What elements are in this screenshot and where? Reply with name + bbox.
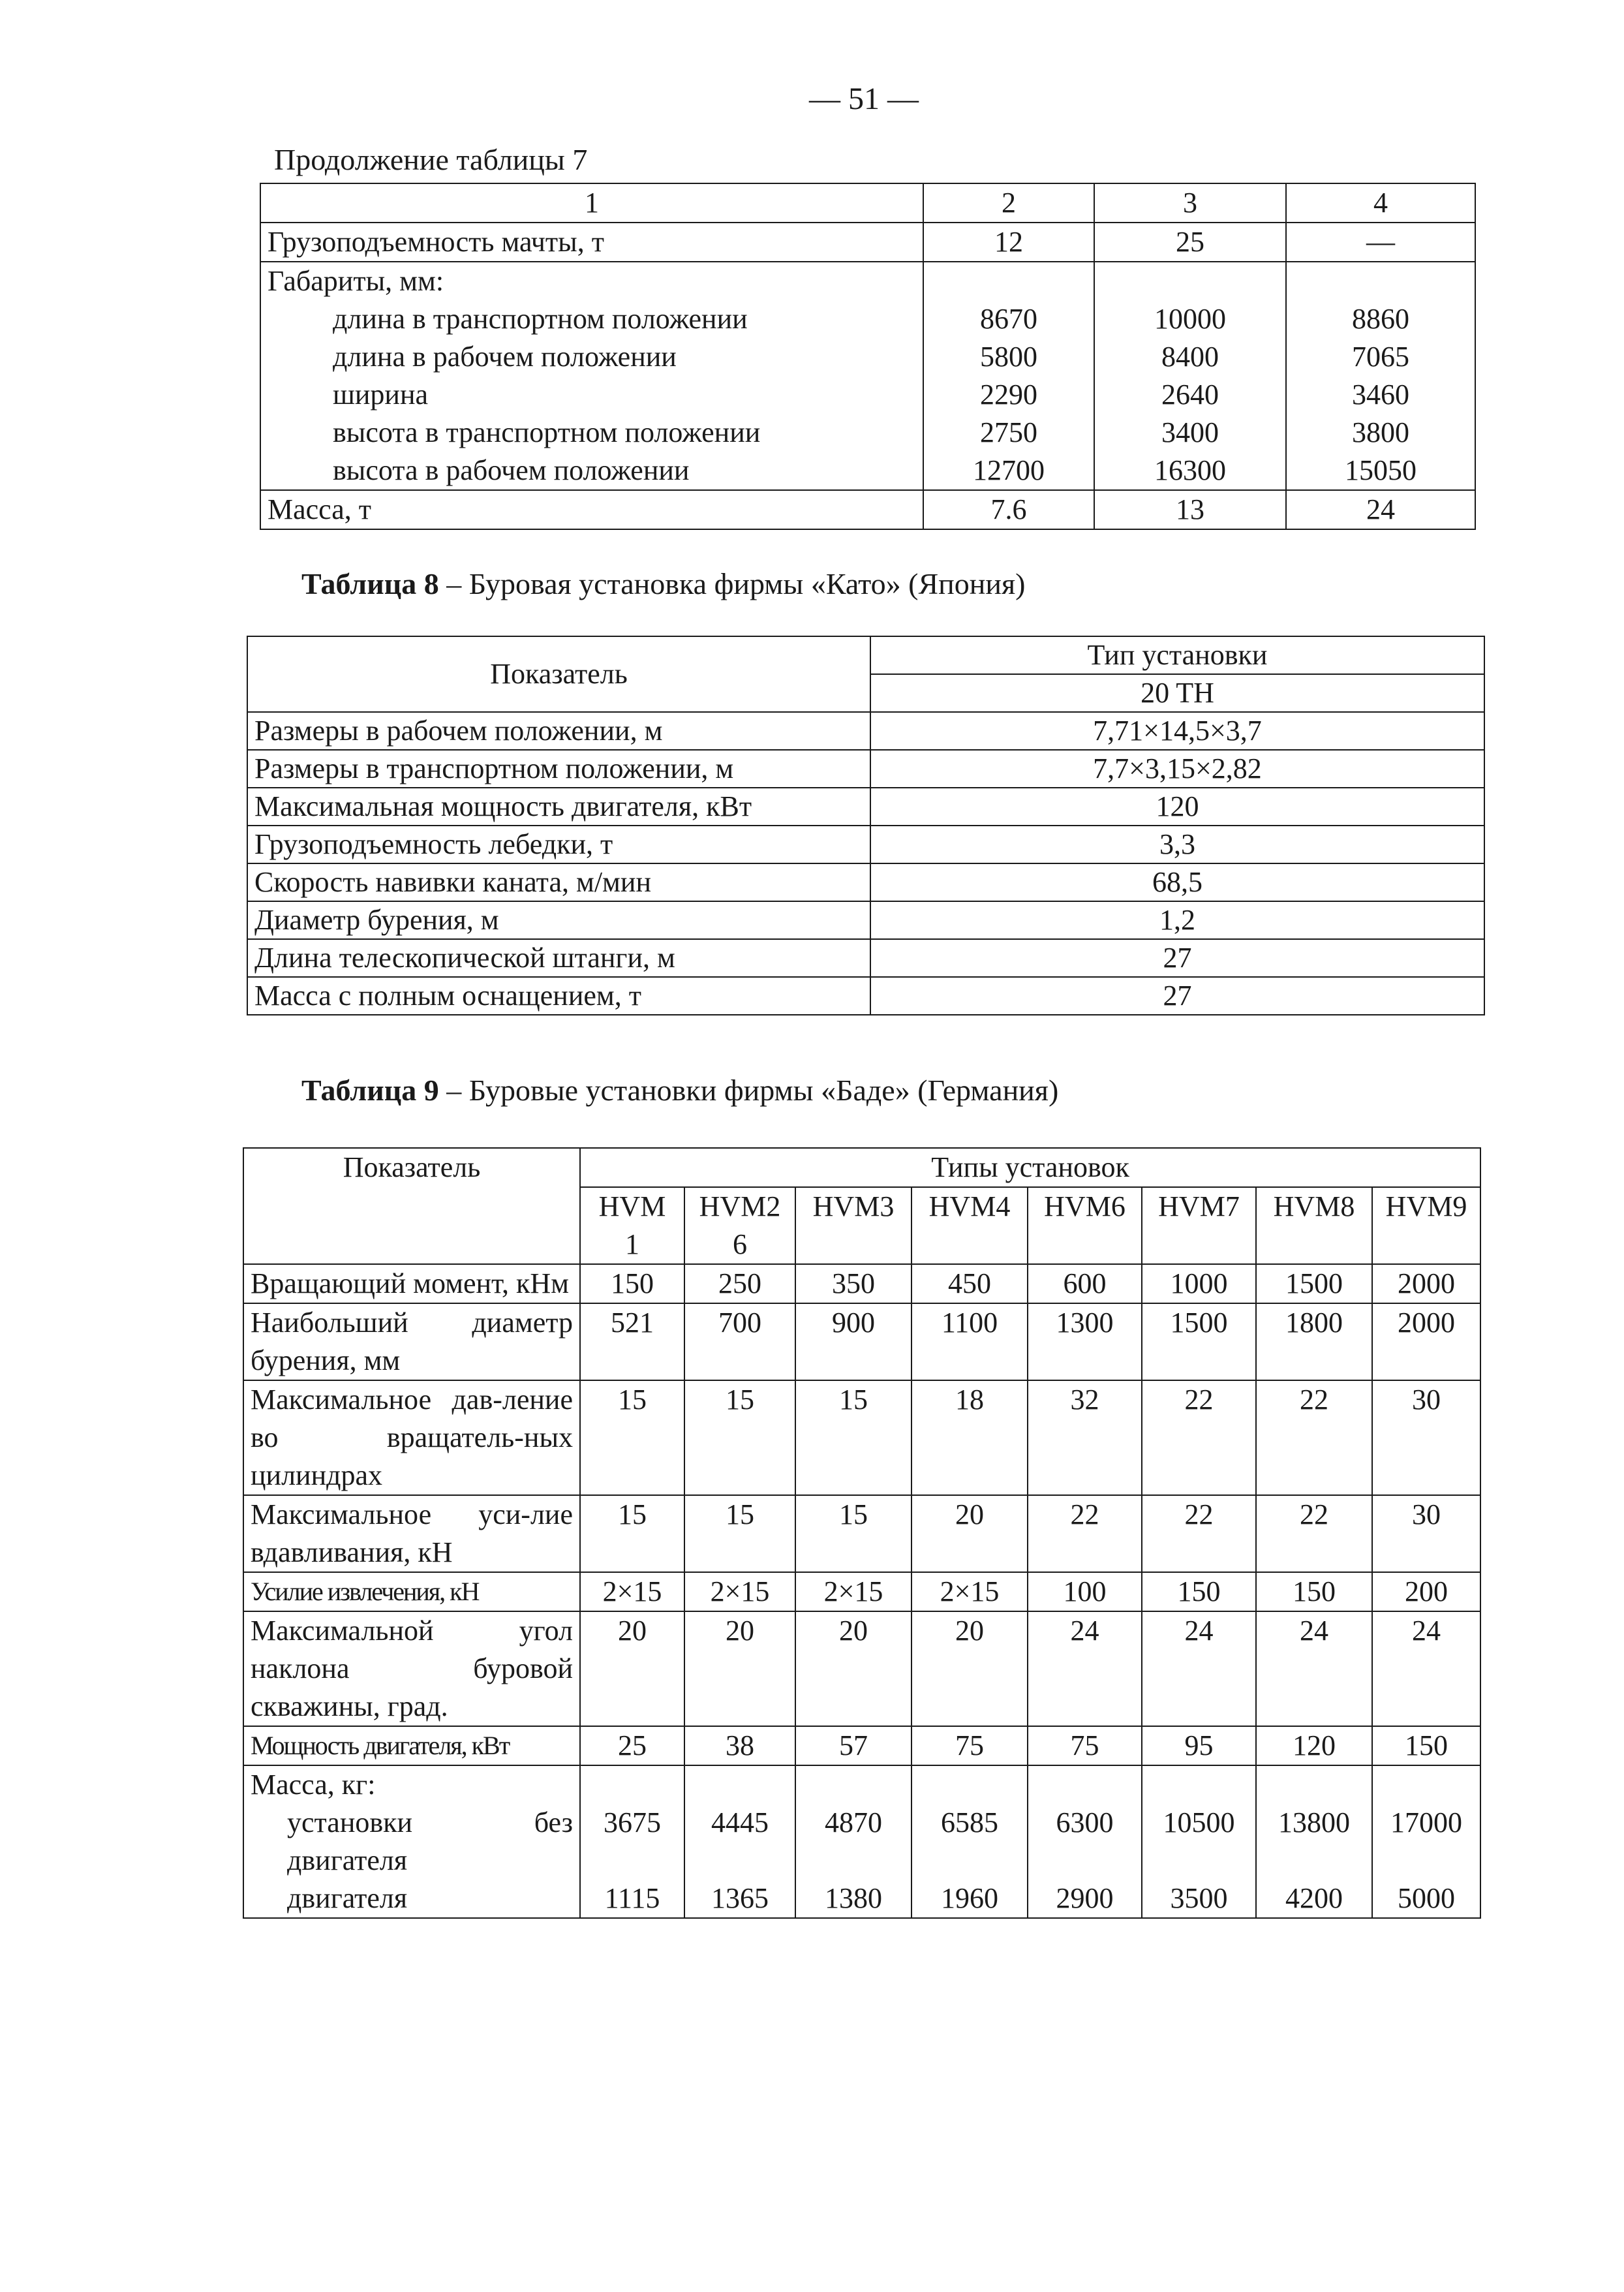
table9-cell: 20 (912, 1611, 1028, 1726)
table9-cell: 1100 (912, 1303, 1028, 1380)
table7-cell: 2750 (980, 416, 1037, 448)
table9-mass-sub2: двигателя (287, 1882, 408, 1914)
table9-cell: 350 (795, 1264, 912, 1303)
table9-mass-col: 10500 3500 (1142, 1765, 1256, 1918)
table7-cell: 10000 (1154, 303, 1226, 335)
table8-row-label: Диаметр бурения, м (247, 901, 870, 939)
table8-header-row (247, 636, 1484, 674)
table9-mass-col: 17000 5000 (1372, 1765, 1480, 1918)
table9-cell: 2×15 (912, 1572, 1028, 1611)
table9-row-label: Вращающий момент, кНм (243, 1264, 580, 1303)
table9-cell: 150 (1142, 1572, 1256, 1611)
table9-model: HVM9 (1372, 1187, 1480, 1264)
table7-row (260, 490, 1475, 529)
table-row (247, 863, 1484, 901)
table9-model: HVM 1 (580, 1187, 684, 1264)
table9-cell: 22 (1142, 1495, 1256, 1572)
table9-row-label: Максимальной угол наклона буровой скважины, град. (243, 1611, 580, 1726)
table-row (243, 1611, 1480, 1726)
table9-mass-sub1: установки без двигателя (287, 1806, 573, 1876)
table9-cell: 22 (1256, 1380, 1372, 1495)
table9-cell: 900 (795, 1303, 912, 1380)
table9-mass-col: 6585 1960 (912, 1765, 1028, 1918)
table8-cell: 7,7×3,15×2,82 (870, 750, 1484, 788)
table8-col-type: Тип установки (870, 636, 1484, 674)
table9-cell: 75 (912, 1726, 1028, 1765)
table9-cell: 1300 (1028, 1303, 1142, 1380)
table9-cell: 20 (795, 1611, 912, 1726)
table7-dim-label: высота в транспортном положении (333, 416, 761, 448)
table7-cell: 8670 (980, 303, 1037, 335)
table9-cell: 20 (684, 1611, 795, 1726)
table7-caption: Продолжение таблицы 7 (274, 143, 588, 176)
table-row (243, 1572, 1480, 1611)
table8-cell: 27 (870, 977, 1484, 1015)
table7-cell: 3400 (1161, 416, 1219, 448)
table9-cell: 2×15 (684, 1572, 795, 1611)
table9-cell: 18 (912, 1380, 1028, 1495)
table-row (243, 1726, 1480, 1765)
table7-cell: 8860 (1352, 303, 1409, 335)
table7-dim-label: высота в рабочем положении (333, 454, 690, 486)
table9-cell: 1000 (1142, 1264, 1256, 1303)
table9-cell: 24 (1256, 1611, 1372, 1726)
table7-cell: 5800 (980, 341, 1037, 373)
table9-cell: 2000 (1372, 1264, 1480, 1303)
table9-cell: 20 (912, 1495, 1028, 1572)
table7-dim-label: длина в рабочем положении (333, 341, 677, 373)
table9-cell: 1500 (1256, 1264, 1372, 1303)
table9-model: HVM2 6 (684, 1187, 795, 1264)
table7-cell: 12 (923, 223, 1094, 262)
table9-cell: 15 (795, 1380, 912, 1495)
table7-dims-cell (260, 262, 923, 490)
table-row (243, 1495, 1480, 1572)
table8-model: 20 TH (870, 674, 1484, 712)
table9-cell: 15 (795, 1495, 912, 1572)
table9 (243, 1147, 1481, 1919)
table8-row-label: Максимальная мощность двигателя, кВт (247, 788, 870, 826)
table9-col-types: Типы установок (580, 1148, 1480, 1187)
table-row (247, 939, 1484, 977)
table-row (243, 1380, 1480, 1495)
table7-row (260, 223, 1475, 262)
table9-cell: 15 (684, 1380, 795, 1495)
table-row (243, 1765, 1480, 1918)
table7-cell: 3460 (1352, 379, 1409, 410)
table8-cell: 68,5 (870, 863, 1484, 901)
table7-cell: — (1286, 223, 1475, 262)
table9-mass-label-cell (243, 1765, 580, 1918)
table9-row-label: Мощность двигателя, кВт (243, 1726, 580, 1765)
table7-header-cell: 3 (1094, 183, 1286, 223)
table7-cell: 13 (1094, 490, 1286, 529)
table7-cell: 12700 (973, 454, 1045, 486)
table7-cell: 25 (1094, 223, 1286, 262)
table7-cell: 8400 (1161, 341, 1219, 373)
table7-cell: 16300 (1154, 454, 1226, 486)
table9-cell: 24 (1142, 1611, 1256, 1726)
table9-cell: 2000 (1372, 1303, 1480, 1380)
table8-cell: 7,71×14,5×3,7 (870, 712, 1484, 750)
table8-caption (301, 569, 1025, 599)
table7-cell: 3800 (1352, 416, 1409, 448)
table9-cell: 120 (1256, 1726, 1372, 1765)
table9-cell: 24 (1028, 1611, 1142, 1726)
table9-model: HVM8 (1256, 1187, 1372, 1264)
table-row (243, 1303, 1480, 1380)
table7-row (260, 262, 1475, 490)
table7 (260, 183, 1476, 530)
table9-cell: 30 (1372, 1495, 1480, 1572)
table7-header-cell: 1 (260, 183, 923, 223)
table9-cell: 32 (1028, 1380, 1142, 1495)
table9-cell: 200 (1372, 1572, 1480, 1611)
table-row (247, 788, 1484, 826)
table8-cell: 1,2 (870, 901, 1484, 939)
table9-mass-label: Масса, кг: (251, 1769, 376, 1801)
table8 (247, 636, 1485, 1015)
table7-cell: 24 (1286, 490, 1475, 529)
table9-cell: 521 (580, 1303, 684, 1380)
table9-model: HVM4 (912, 1187, 1028, 1264)
table9-row-label: Наибольший диаметр бурения, мм (243, 1303, 580, 1380)
table8-row-label: Грузоподъемность лебедки, т (247, 826, 870, 863)
table9-cell: 75 (1028, 1726, 1142, 1765)
table9-cell: 95 (1142, 1726, 1256, 1765)
table7-dims-col (923, 262, 1094, 490)
table9-cell: 15 (580, 1495, 684, 1572)
table7-dims-col (1286, 262, 1475, 490)
table9-cell: 25 (580, 1726, 684, 1765)
table7-row-label: Грузоподъемность мачты, т (260, 223, 923, 262)
table9-row-label: Максимальное дав-ление во вращатель-ных цилиндрах (243, 1380, 580, 1495)
table9-caption (301, 1076, 1058, 1106)
table9-cell: 30 (1372, 1380, 1480, 1495)
table9-cell: 22 (1256, 1495, 1372, 1572)
table9-row-label: Максимальное уси-лие вдавливания, кН (243, 1495, 580, 1572)
table-row (247, 712, 1484, 750)
table9-cell: 20 (580, 1611, 684, 1726)
table7-header-row (260, 183, 1475, 223)
table9-model: HVM7 (1142, 1187, 1256, 1264)
table-row (247, 750, 1484, 788)
table9-cell: 250 (684, 1264, 795, 1303)
table7-cell: 2290 (980, 379, 1037, 410)
table9-cell: 15 (580, 1380, 684, 1495)
table9-cell: 150 (1372, 1726, 1480, 1765)
table9-mass-col: 3675 1115 (580, 1765, 684, 1918)
table9-mass-col: 13800 4200 (1256, 1765, 1372, 1918)
table9-model: HVM3 (795, 1187, 912, 1264)
table8-cell: 120 (870, 788, 1484, 826)
page-number: — 51 — (809, 82, 919, 116)
table7-dims-col (1094, 262, 1286, 490)
table7-cell: 7.6 (923, 490, 1094, 529)
table9-mass-col: 6300 2900 (1028, 1765, 1142, 1918)
table8-row-label: Размеры в рабочем положении, м (247, 712, 870, 750)
table9-cell: 22 (1028, 1495, 1142, 1572)
table9-cell: 2×15 (580, 1572, 684, 1611)
table8-row-label: Масса с полным оснащением, т (247, 977, 870, 1015)
table8-cell: 3,3 (870, 826, 1484, 863)
table9-cell: 1500 (1142, 1303, 1256, 1380)
table9-col-indicator: Показатель (243, 1148, 580, 1264)
table9-cell: 1800 (1256, 1303, 1372, 1380)
table9-cell: 38 (684, 1726, 795, 1765)
table9-cell: 450 (912, 1264, 1028, 1303)
table7-dim-label: длина в транспортном положении (333, 303, 748, 335)
table7-cell: 15050 (1345, 454, 1417, 486)
table9-cell: 150 (580, 1264, 684, 1303)
table-row (247, 901, 1484, 939)
table7-header-cell: 4 (1286, 183, 1475, 223)
table9-cell: 22 (1142, 1380, 1256, 1495)
table9-mass-col: 4870 1380 (795, 1765, 912, 1918)
table8-cell: 27 (870, 939, 1484, 977)
table9-caption-text: – Буровые установки фирмы «Баде» (Германия) (438, 1074, 1059, 1107)
table9-cell: 57 (795, 1726, 912, 1765)
table9-cell: 2×15 (795, 1572, 912, 1611)
table9-model: HVM6 (1028, 1187, 1142, 1264)
table8-row-label: Длина телескопической штанги, м (247, 939, 870, 977)
table7-dim-label: ширина (333, 379, 429, 410)
table8-col-indicator: Показатель (247, 636, 870, 712)
table9-cell: 100 (1028, 1572, 1142, 1611)
table9-mass-col: 4445 1365 (684, 1765, 795, 1918)
table9-cell: 24 (1372, 1611, 1480, 1726)
table9-cell: 600 (1028, 1264, 1142, 1303)
table9-cell: 700 (684, 1303, 795, 1380)
table9-caption-number: Таблица 9 (301, 1074, 439, 1107)
table9-cell: 15 (684, 1495, 795, 1572)
table8-caption-text: – Буровая установка фирмы «Като» (Япония) (438, 567, 1026, 600)
table7-header-cell: 2 (923, 183, 1094, 223)
table7-cell: 7065 (1352, 341, 1409, 373)
table9-header-row (243, 1148, 1480, 1187)
table-row (247, 977, 1484, 1015)
table-row (247, 826, 1484, 863)
table-row (243, 1264, 1480, 1303)
table7-row-label: Масса, т (260, 490, 923, 529)
table7-dims-label: Габариты, мм: (268, 265, 444, 297)
table7-cell: 2640 (1161, 379, 1219, 410)
table8-row-label: Размеры в транспортном положении, м (247, 750, 870, 788)
table9-row-label: Усилие извлечения, кН (243, 1572, 580, 1611)
table8-row-label: Скорость навивки каната, м/мин (247, 863, 870, 901)
table8-caption-number: Таблица 8 (301, 567, 439, 600)
table9-cell: 150 (1256, 1572, 1372, 1611)
